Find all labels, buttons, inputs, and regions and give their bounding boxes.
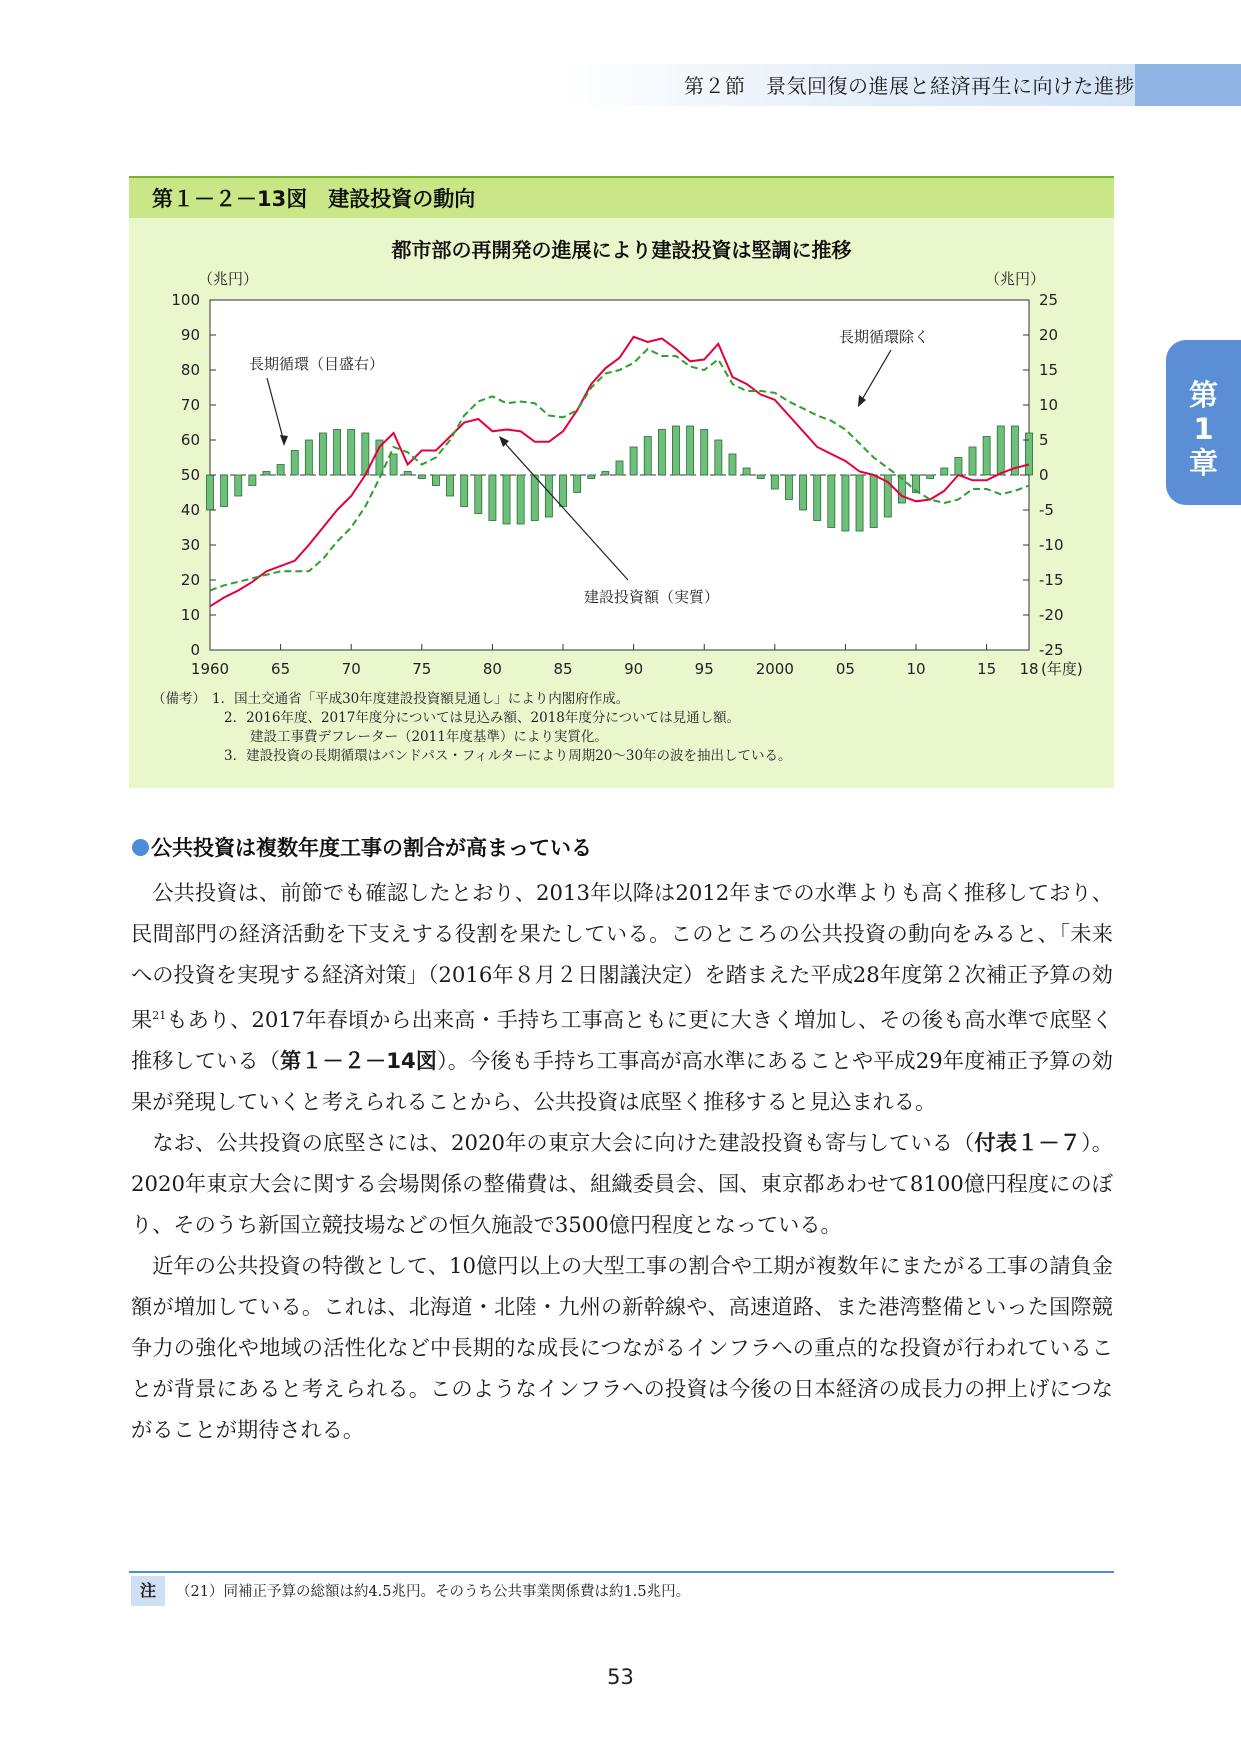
right-axis-tick-label: -25 bbox=[1039, 641, 1064, 659]
note-item: 建設工事費デフレーター（2011年度基準）により実質化。 bbox=[250, 729, 608, 745]
cycle-bar bbox=[602, 472, 609, 476]
paragraph: 近年の公共投資の特徴として、10億円以上の大型工事の割合や工期が複数年にまたがる工事の請負金額が増加している。これは、北海道・北陸・九州の新幹線や、高速道路、また港湾整備といった国際競争力の強化や地域の活性化など中長期的な成長につながるインフラへの重点的な投資が行われていることが背景にあると考えられる。このようなインフラへの投資は今後の日本経済の成長力の押上げにつながることが期待される。 bbox=[131, 1253, 1113, 1443]
right-axis-tick-label: 5 bbox=[1039, 431, 1049, 449]
figure-notes bbox=[152, 690, 792, 766]
right-axis-tick-label: 0 bbox=[1039, 466, 1049, 484]
cycle-bar bbox=[757, 475, 764, 479]
left-axis-tick-label: 30 bbox=[180, 536, 200, 554]
label-trend: 長期循環除く bbox=[839, 328, 930, 346]
footnote-label: 注 bbox=[131, 1576, 165, 1606]
cycle-bar bbox=[235, 475, 242, 496]
cycle-bar bbox=[517, 475, 524, 524]
label-cycle: 長期循環（目盛右） bbox=[249, 355, 385, 373]
running-header: 第２節 景気回復の進展と経済再生に向けた進捗 bbox=[684, 74, 1135, 98]
cycle-bar bbox=[715, 440, 722, 475]
cycle-bar bbox=[461, 475, 468, 507]
construction-investment-chart bbox=[129, 280, 1114, 690]
cycle-bar bbox=[404, 472, 411, 476]
right-axis-tick-label: 20 bbox=[1039, 326, 1059, 344]
x-axis-tick-label: 2000 bbox=[755, 660, 794, 678]
chapter-tab-char: 第 bbox=[1188, 378, 1218, 412]
x-axis-unit: (年度) bbox=[1041, 660, 1083, 678]
cycle-bar bbox=[870, 475, 877, 528]
cycle-bar bbox=[785, 475, 792, 500]
cycle-bar bbox=[814, 475, 821, 521]
section-heading bbox=[132, 832, 592, 862]
label-actual: 建設投資額（実質） bbox=[584, 588, 720, 606]
cycle-bar bbox=[390, 454, 397, 475]
x-axis-tick-label: 18 bbox=[1019, 660, 1039, 678]
cycle-bar bbox=[828, 475, 835, 528]
cycle-bar bbox=[334, 430, 341, 476]
cycle-bar bbox=[503, 475, 510, 524]
cycle-bar bbox=[432, 475, 439, 486]
x-axis-tick-label: 10 bbox=[906, 660, 926, 678]
cycle-bar bbox=[856, 475, 863, 531]
cycle-bar bbox=[1025, 433, 1032, 475]
x-axis-tick-label: 65 bbox=[271, 660, 291, 678]
cycle-bar bbox=[291, 451, 298, 476]
right-axis-tick-label: -10 bbox=[1039, 536, 1064, 554]
left-axis-tick-label: 100 bbox=[171, 291, 200, 309]
chapter-tab-char: 章 bbox=[1188, 446, 1218, 480]
page-number: 53 bbox=[607, 1665, 634, 1689]
x-axis-tick-label: 90 bbox=[624, 660, 644, 678]
left-axis-tick-label: 0 bbox=[190, 641, 200, 659]
x-axis-tick-label: 70 bbox=[341, 660, 361, 678]
cycle-bar bbox=[489, 475, 496, 521]
bullet-icon bbox=[132, 839, 149, 856]
left-axis-unit: （兆円） bbox=[198, 270, 259, 288]
right-axis-tick-label: -5 bbox=[1039, 501, 1054, 519]
cycle-bar bbox=[574, 475, 581, 493]
cycle-bar bbox=[658, 430, 665, 476]
left-axis-tick-label: 70 bbox=[180, 396, 200, 414]
right-axis-tick-label: 10 bbox=[1039, 396, 1059, 414]
cycle-bar bbox=[418, 475, 425, 479]
right-axis-tick-label: -20 bbox=[1039, 606, 1064, 624]
figure-title: 第１－２－13図 建設投資の動向 bbox=[152, 187, 476, 211]
cycle-bar bbox=[616, 461, 623, 475]
cycle-bar bbox=[531, 475, 538, 521]
note-item: 3．建設投資の長期循環はバンドパス・フィルターにより周期20～30年の波を抽出している。 bbox=[224, 748, 792, 764]
chapter-tab-number: 1 bbox=[1193, 412, 1214, 446]
cycle-bar bbox=[955, 458, 962, 476]
cycle-bar bbox=[771, 475, 778, 489]
left-axis-tick-label: 50 bbox=[180, 466, 200, 484]
cycle-bar bbox=[800, 475, 807, 510]
cycle-bar bbox=[545, 475, 552, 517]
cycle-bar bbox=[277, 465, 284, 476]
footnote-ref[interactable]: 21 bbox=[152, 1009, 167, 1022]
notes-label: （備考） bbox=[152, 691, 206, 707]
cycle-bar bbox=[941, 468, 948, 475]
cycle-bar bbox=[842, 475, 849, 531]
right-axis-tick-label: 25 bbox=[1039, 291, 1059, 309]
footnote-divider bbox=[129, 1571, 1114, 1573]
note-item: 1．国土交通省「平成30年度建設投資額見通し」により内閣府作成。 bbox=[212, 691, 630, 707]
x-axis-tick-label: 1960 bbox=[190, 660, 230, 678]
left-axis-tick-label: 40 bbox=[180, 501, 200, 519]
cycle-bar bbox=[969, 447, 976, 475]
cycle-bar bbox=[588, 475, 595, 479]
note-item: 2．2016年度、2017年度分については見込み額、2018年度分については見通し額。 bbox=[224, 710, 741, 726]
paragraph: 公共投資は、前節でも確認したとおり、2013年以降は2012年までの水準よりも高く推移しており、民間部門の経済活動を下支えする役割を果たしている。このところの公共投資の動向をみると、「未来への投資を実現する経済対策」（2016年８月２日閣議決定）を踏まえた平成28年度第２次補正予算の効果$^{21}$もあり、2017年春頃から出来高・手持ち工事高ともに更に大きく増加し、その後も高水準で底堅く推移している（第１－２－14図）。今後も手持ち工事高が高水準にあることや平成29年度補正予算の効果が発現していくと考えられることから、公共投資は底堅く推移すると見込まれる。 bbox=[131, 880, 1113, 1115]
table-ref-link[interactable]: 付表１－７ bbox=[974, 1130, 1082, 1156]
cycle-bar bbox=[221, 475, 228, 507]
left-axis-tick-label: 10 bbox=[180, 606, 200, 624]
cycle-bar bbox=[997, 426, 1004, 475]
x-axis-tick-label: 95 bbox=[694, 660, 714, 678]
left-axis-tick-label: 90 bbox=[180, 326, 200, 344]
footnote-text: （21）同補正予算の総額は約4.5兆円。そのうち公共事業関係費は約1.5兆円。 bbox=[176, 1584, 691, 1600]
cycle-bar bbox=[348, 430, 355, 476]
x-axis-tick-label: 05 bbox=[835, 660, 855, 678]
cycle-bar bbox=[319, 433, 326, 475]
x-axis-tick-label: 85 bbox=[553, 660, 573, 678]
figure-ref-link[interactable]: 第１－２－14図 bbox=[279, 1048, 438, 1074]
body-text bbox=[131, 872, 1113, 1450]
x-axis-tick-label: 80 bbox=[482, 660, 502, 678]
left-axis-tick-label: 20 bbox=[180, 571, 200, 589]
cycle-bar bbox=[630, 447, 637, 475]
cycle-bar bbox=[475, 475, 482, 514]
cycle-bar bbox=[672, 426, 679, 475]
left-axis-tick-label: 60 bbox=[180, 431, 200, 449]
right-axis-tick-label: -15 bbox=[1039, 571, 1064, 589]
cycle-bar bbox=[305, 440, 312, 475]
figure-subtitle: 都市部の再開発の進展により建設投資は堅調に推移 bbox=[391, 238, 852, 262]
cycle-bar bbox=[263, 472, 270, 476]
header-color-block bbox=[1135, 64, 1241, 106]
paragraph: なお、公共投資の底堅さには、2020年の東京大会に向けた建設投資も寄与している（付表１－７）。2020年東京大会に関する会場関係の整備費は、組織委員会、国、東京都あわせて8100億円程度にのぼり、そのうち新国立競技場などの恒久施設で3500億円程度となっている。 bbox=[131, 1130, 1113, 1238]
cycle-bar bbox=[701, 430, 708, 476]
section-heading-text: 公共投資は複数年度工事の割合が高まっている bbox=[151, 836, 592, 860]
cycle-bar bbox=[927, 475, 934, 479]
cycle-bar bbox=[447, 475, 454, 496]
cycle-bar bbox=[687, 426, 694, 475]
cycle-bar bbox=[743, 468, 750, 475]
right-axis-unit: （兆円） bbox=[985, 270, 1046, 288]
cycle-bar bbox=[983, 437, 990, 476]
left-axis-tick-label: 80 bbox=[180, 361, 200, 379]
cycle-bar bbox=[206, 475, 213, 510]
cycle-bar bbox=[559, 475, 566, 507]
cycle-bar bbox=[249, 475, 256, 486]
right-axis-tick-label: 15 bbox=[1039, 361, 1059, 379]
x-axis-tick-label: 15 bbox=[977, 660, 997, 678]
chapter-tab bbox=[1166, 340, 1241, 505]
x-axis-tick-label: 75 bbox=[412, 660, 432, 678]
cycle-bar bbox=[644, 437, 651, 476]
cycle-bar bbox=[729, 454, 736, 475]
